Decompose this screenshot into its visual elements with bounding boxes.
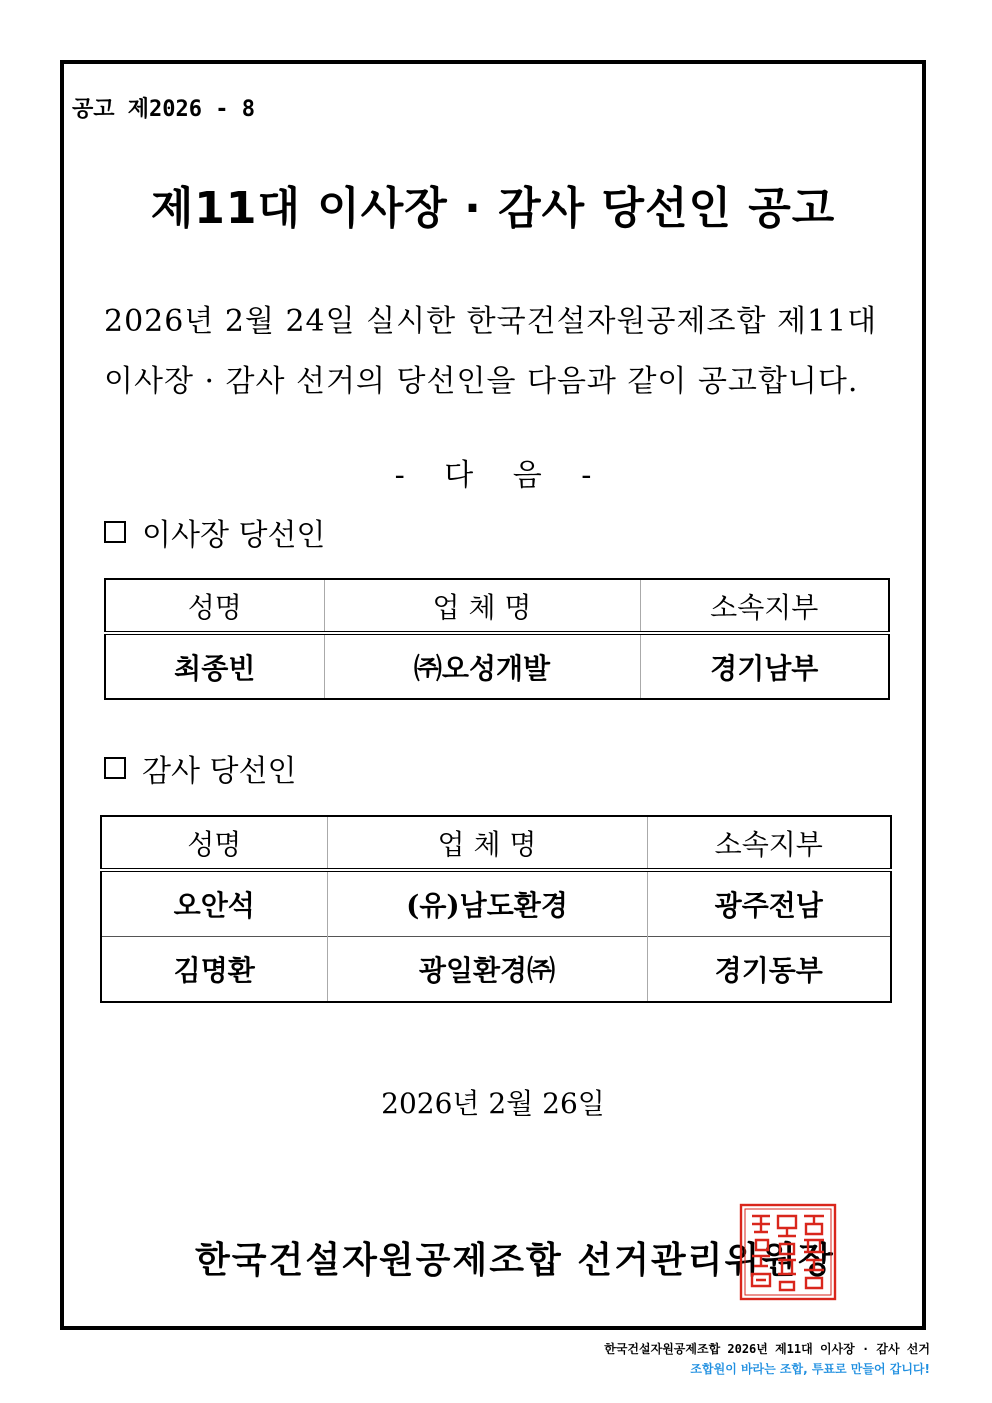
auditor-table <box>100 815 892 1003</box>
col-header-branch: 소속지부 <box>647 816 891 870</box>
auditor-heading-label: 감사 당선인 <box>142 754 297 789</box>
chairman-table <box>104 578 890 700</box>
next-label: - 다 음 - <box>394 458 592 493</box>
signatory: 한국건설자원공제조합 선거관리위원장 <box>195 1240 835 1281</box>
cell-name: 김명환 <box>101 936 327 1002</box>
cell-company: 광일환경㈜ <box>327 936 647 1002</box>
table-row <box>105 633 889 699</box>
page-title: 제11대 이사장 · 감사 당선인 공고 <box>150 183 836 234</box>
cell-name: 오안석 <box>101 870 327 936</box>
footer-slogan: 조합원이 바라는 조합, 투표로 만들어 갑니다! <box>690 1362 930 1376</box>
table-row <box>101 936 891 1002</box>
checkbox-square-icon <box>104 757 126 779</box>
table-row <box>101 870 891 936</box>
notice-number: 공고 제2026 - 8 <box>72 97 255 122</box>
col-header-company: 업 체 명 <box>324 579 640 633</box>
footer-title: 한국건설자원공제조합 2026년 제11대 이사장 · 감사 선거 <box>604 1342 930 1356</box>
notice-date: 2026년 2월 26일 <box>381 1087 605 1120</box>
cell-company: (유)남도환경 <box>327 870 647 936</box>
body-line-2: 이사장 · 감사 선거의 당선인을 다음과 같이 공고합니다. <box>104 364 859 399</box>
auditor-section-heading <box>104 746 296 790</box>
cell-company: ㈜오성개발 <box>324 633 640 699</box>
col-header-name: 성명 <box>105 579 324 633</box>
col-header-branch: 소속지부 <box>640 579 889 633</box>
chairman-heading-label: 이사장 당선인 <box>142 518 326 553</box>
cell-name: 최종빈 <box>105 633 324 699</box>
cell-branch: 광주전남 <box>647 870 891 936</box>
body-line-1: 2026년 2월 24일 실시한 한국건설자원공제조합 제11대 <box>104 304 878 339</box>
cell-branch: 경기남부 <box>640 633 889 699</box>
col-header-company: 업 체 명 <box>327 816 647 870</box>
cell-branch: 경기동부 <box>647 936 891 1002</box>
col-header-name: 성명 <box>101 816 327 870</box>
checkbox-square-icon <box>104 521 126 543</box>
official-seal-icon <box>738 1202 838 1302</box>
chairman-section-heading <box>104 510 325 554</box>
